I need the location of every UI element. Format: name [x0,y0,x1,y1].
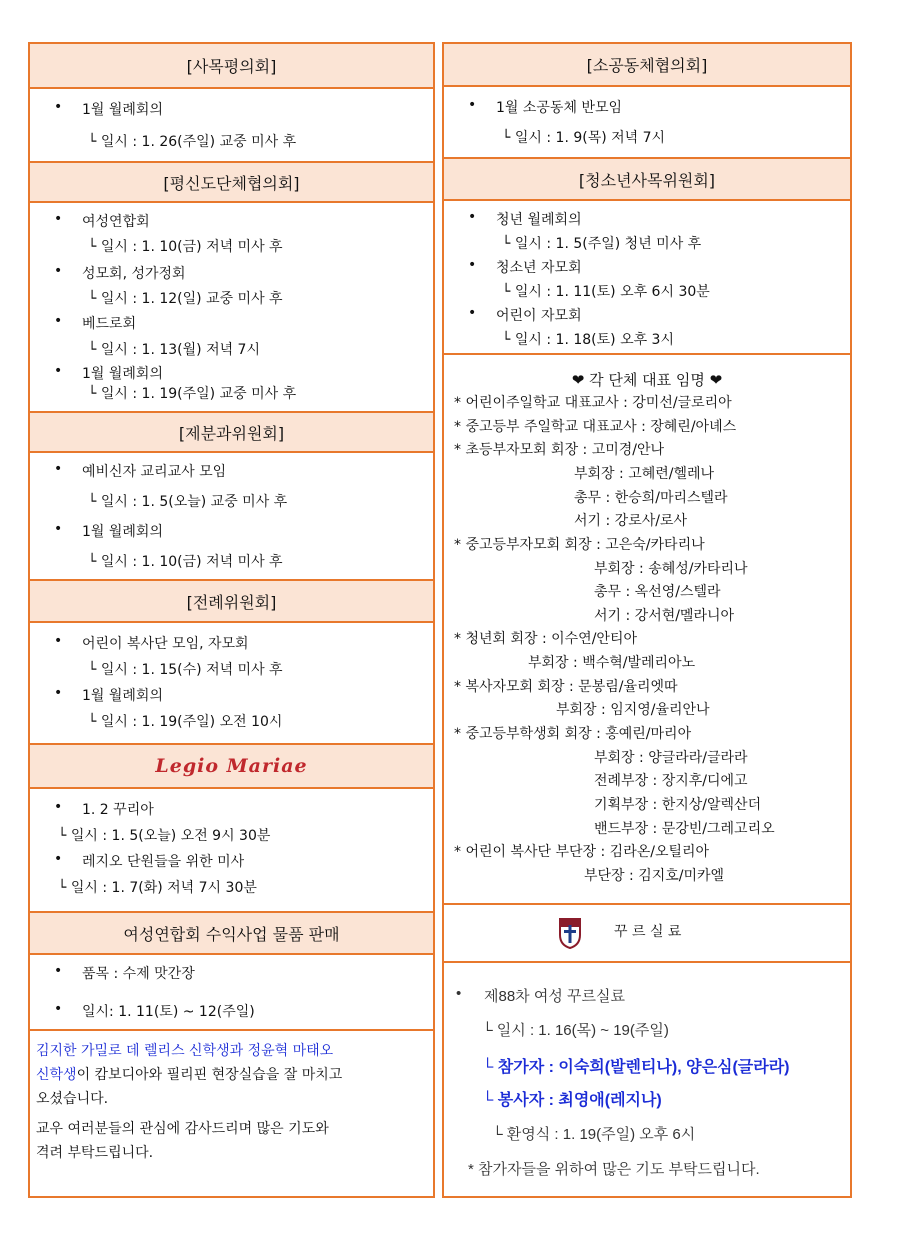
list-item: • 품목 : 수제 맛간장 [82,963,195,983]
section-body-committees [30,453,433,579]
section-header-youth-ministry: [청소년사목위원회] [444,157,850,201]
list-item: • 제88차 여성 꾸르실료 [484,985,625,1006]
rep-line: 기획부장 : 한지상/알렉산더 [594,797,762,813]
list-item: • 어린이 복사단 모임, 자모회 [82,633,249,653]
rep-line: 부회장 : 임지영/율리안나 [556,702,710,718]
section-representatives [444,353,850,903]
representatives-title: ❤ 각 단체 대표 임명 ❤ [571,371,723,389]
list-item-detail: └ 일시 : 1. 10(금) 저녁 미사 후 [88,554,283,570]
list-item: • 1월 월례회의 [82,99,163,119]
notice-rest: 이 캄보디아와 필리핀 현장실습을 잘 마치고 [76,1067,343,1083]
section-body-youth-ministry [444,201,850,353]
rep-line: * 중고등부자모회 회장 : 고은숙/카타리나 [454,537,705,553]
list-item-detail: └ 일시 : 1. 11(토) 오후 6시 30분 [502,284,710,300]
list-item: • 예비신자 교리교사 모임 [82,461,226,481]
rep-line: * 중고등부 주일학교 대표교사 : 장혜린/아녜스 [454,419,737,435]
list-item: • 1월 소공동체 반모임 [496,97,622,117]
rep-line: 부회장 : 백수혁/발레리아노 [528,655,696,671]
section-body-small-community [444,87,850,157]
notice-text [36,1039,431,1165]
prayer-request: * 참가자들을 위하여 많은 기도 부탁드립니다. [468,1161,760,1178]
list-item-detail: └ 환영식 : 1. 19(주일) 오후 6시 [492,1126,696,1143]
list-item: • 성모회, 성가정회 [82,263,186,283]
right-column [442,42,852,1198]
notice-line: 김지한 가밀로 데 렐리스 신학생과 정윤혁 마태오 [36,1043,334,1059]
section-body-pastoral-council [30,89,433,161]
section-header-lay-council: [평신도단체협의회] [30,161,433,203]
list-item: • 여성연합회 [82,211,150,231]
rep-line: 부회장 : 송혜성/카타리나 [594,561,748,577]
list-item-detail: └ 일시 : 1. 13(월) 저녁 7시 [88,342,260,358]
rep-line: * 중고등부학생회 회장 : 홍예린/마리아 [454,726,692,742]
rep-line: 부회장 : 양글라라/글라라 [594,750,748,766]
list-item-detail: └ 일시 : 1. 5(주일) 청년 미사 후 [502,236,702,252]
participants-line: └ 참가자 : 이숙희(발렌티나), 양은심(글라라) [482,1059,790,1076]
rep-line: * 초등부자모회 회장 : 고미경/안나 [454,442,665,458]
section-body-liturgy [30,623,433,743]
list-item-detail: └ 일시 : 1. 18(토) 오후 3시 [502,332,674,348]
rep-line: 부단장 : 김지호/미카엘 [584,868,725,884]
rep-line: * 어린이주일학교 대표교사 : 강미선/글로리아 [454,395,732,411]
cursillo-emblem-icon [558,917,582,949]
section-body-lay-council [30,203,433,411]
list-item: • 베드로회 [82,313,136,333]
bulletin-frame [28,42,852,1198]
list-item-detail: └ 일시 : 1. 15(수) 저녁 미사 후 [88,662,283,678]
section-header-small-community: [소공동체협의회] [444,44,850,87]
list-item-detail: └ 일시 : 1. 10(금) 저녁 미사 후 [88,239,283,255]
rep-line: * 어린이 복사단 부단장 : 김라온/오틸리아 [454,844,710,860]
notice-highlight: 신학생 [36,1067,77,1083]
rep-line: 총무 : 옥선영/스텔라 [594,584,721,600]
list-item-detail: └ 일시 : 1. 16(목) ~ 19(주일) [482,1022,669,1039]
list-item-detail: └ 일시 : 1. 19(주일) 교중 미사 후 [88,386,297,402]
list-item: • 어린이 자모회 [496,305,582,325]
list-item-detail: └ 일시 : 1. 5(오늘) 교중 미사 후 [88,494,288,510]
section-header-cursillo [444,903,850,961]
rep-line: 서기 : 강로사/로사 [574,513,688,529]
cursillo-title: 꾸 르 실 료 [614,924,682,940]
list-item: • 1월 월례회의 [82,363,163,383]
section-header-committees: [제분과위원회] [30,411,433,453]
list-item: • 일시: 1. 11(토) ~ 12(주일) [82,1001,255,1021]
section-seminarian-notice [30,1029,433,1197]
list-item-detail: └ 일시 : 1. 5(오늘) 오전 9시 30분 [58,828,271,844]
notice-line: 오셨습니다. [36,1091,109,1107]
list-item: • 1. 2 꾸리아 [82,799,154,819]
rep-line: 서기 : 강서현/멜라니아 [594,608,735,624]
section-header-pastoral-council: [사목평의회] [30,44,433,89]
list-item-detail: └ 일시 : 1. 19(주일) 오전 10시 [88,714,283,730]
section-body-cursillo [444,961,850,1193]
list-item: • 청소년 자모회 [496,257,582,277]
section-header-liturgy: [전례위원회] [30,579,433,623]
rep-line: 전례부장 : 장지후/디에고 [594,773,748,789]
notice-line: 교우 여러분들의 관심에 감사드리며 많은 기도와 [36,1121,329,1137]
list-item-detail: └ 일시 : 1. 12(일) 교중 미사 후 [88,291,283,307]
list-item: • 1월 월례회의 [82,685,163,705]
left-column [28,42,435,1198]
list-item: • 청년 월례회의 [496,209,582,229]
volunteer-line: └ 봉사자 : 최영애(레지나) [482,1092,662,1109]
rep-line: * 복사자모회 회장 : 문봉림/율리엣따 [454,679,678,695]
rep-line: 밴드부장 : 문강빈/그레고리오 [594,821,775,837]
rep-line: 총무 : 한승희/마리스텔라 [574,490,728,506]
section-body-womens-sale [30,955,433,1029]
list-item: • 1월 월례회의 [82,521,163,541]
rep-line: * 청년회 회장 : 이수연/안티아 [454,631,637,647]
legio-mariae-logo: Legio Mariae [155,755,308,777]
list-item-detail: └ 일시 : 1. 9(목) 저녁 7시 [502,130,666,146]
section-header-womens-sale: 여성연합회 수익사업 물품 판매 [30,911,433,955]
notice-line [36,1063,431,1087]
section-header-legio-mariae [30,743,433,789]
notice-line: 격려 부탁드립니다. [36,1145,154,1161]
list-item: • 레지오 단원들을 위한 미사 [82,851,244,871]
list-item-detail: └ 일시 : 1. 7(화) 저녁 7시 30분 [58,880,257,896]
section-body-legio-mariae [30,789,433,911]
rep-line: 부회장 : 고혜련/헬레나 [574,466,715,482]
list-item-detail: └ 일시 : 1. 26(주일) 교중 미사 후 [88,134,297,150]
